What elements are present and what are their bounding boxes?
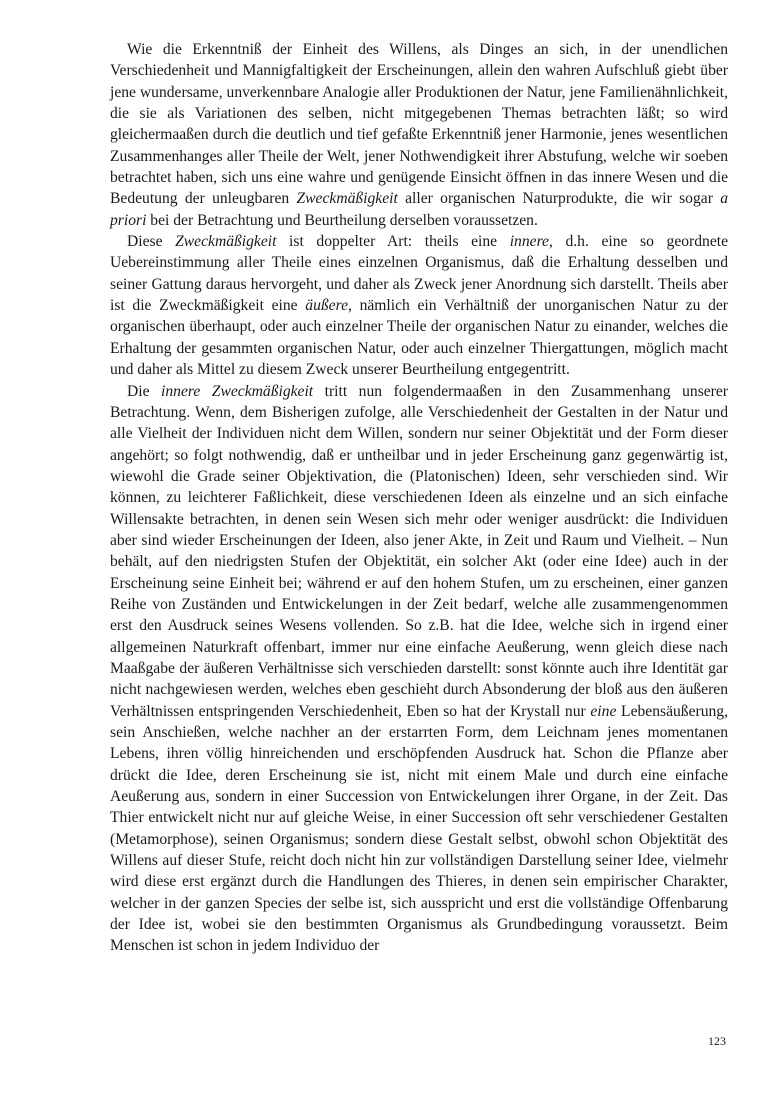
emphasis-zweckmaessigkeit: Zweckmäßigkeit bbox=[296, 190, 398, 208]
paragraph-2-text: , d.h. eine so geordnete Uebereinstimmung aller Theile eines einzelnen Organismus, daß die Erhaltung desselben und seiner Gattung daraus hervorgeht, und daher als Zweck jener Anordnung sich darstellt. Theils aber ist die Zweckmäßigkeit eine bbox=[110, 233, 728, 315]
paragraph-1-text: Wie die Erkenntniß der Einheit des Willens, als Dinges an sich, in der unendlichen Verschiedenheit und Mannigfaltigkeit der Erscheinungen, allein den wahren Aufschluß giebt über jene wundersame, unverkennbare Analogie aller Produktionen der Natur, jene Familienähnlichkeit, die sie als Variationen des selben, nicht mitgegebenen Themas betrachten läßt; so wird gleichermaaßen durch die deutlich und tief gefaßte Erkenntniß jener Harmonie, jenes wesentlichen Zusammenhanges aller Theile der Welt, jener Nothwendigkeit ihrer Abstufung, welche wir soeben betrachtet haben, sich uns eine wahre und genügende Einsicht öffnen in das innere Wesen und die Bedeutung der unleugbaren bbox=[110, 41, 728, 208]
paragraph-2-text: ist doppelter Art: theils eine bbox=[276, 233, 510, 251]
page-body bbox=[110, 39, 728, 957]
paragraph-2-text: , nämlich ein Verhältniß der unorganischen Natur zu der organischen überhaupt, oder auch einzelner Theile der organischen Natur zu einander, welches die Erhaltung der gesammten organischen Natur, oder auch einzelner Thiergattungen, möglich macht und daher als Mittel zu diesem Zweck unserer Beurtheilung entgegentritt. bbox=[110, 297, 728, 379]
emphasis-aeussere: äußere bbox=[305, 297, 348, 315]
paragraph-3-text: Lebensäußerung, sein Anschießen, welche nachher an der erstarrten Form, dem Leichnam jenes momentanen Lebens, ihren völlig hinreichenden und erschöpfenden Ausdruck hat. Schon die Pflanze aber drückt die Idee, deren Erscheinung sie ist, nicht mit einem Male und durch eine einfache Aeußerung aus, sondern in einer Succession von Entwickelungen ihrer Organe, in der Zeit. Das Thier entwickelt nicht nur auf gleiche Weise, in einer Succession oft sehr verschiedener Gestalten (Metamorphose), seinen Organismus; sondern diese Gestalt selbst, obwohl schon Objektität des Willens auf dieser Stufe, reicht doch nicht hin zur vollständigen Darstellung seiner Idee, vielmehr wird diese erst ergänzt durch die Handlungen des Thieres, in denen sein empirischer Charakter, welcher in der ganzen Species der selbe ist, sich ausspricht und erst die vollständige Offenbarung der Idee ist, wobei sie den bestimmten Organismus als Grundbedingung voraussetzt. Beim Menschen ist schon in jedem Individuo der bbox=[110, 702, 728, 955]
paragraph-1-text: aller organischen Naturprodukte, die wir sogar bbox=[397, 190, 721, 208]
emphasis-zweckmaessigkeit: Zweckmäßigkeit bbox=[175, 233, 277, 251]
paragraph-3 bbox=[110, 381, 728, 957]
emphasis-innere: innere bbox=[509, 233, 549, 251]
paragraph-3-text: tritt nun folgendermaaßen in den Zusammenhang unserer Betrachtung. Wenn, dem Bisherigen zufolge, alle Verschiedenheit der Gestalten in der Natur und alle Vielheit der Individuen nicht dem Willen, sondern nur seiner Objektität und der Form dieser angehört; so folgt nothwendig, daß er untheilbar und in jeder Erscheinung ganz gegenwärtig ist, wiewohl die Grade seiner Objektivation, die (Platonischen) Ideen, sehr verschieden sind. Wir können, zu leichterer Faßlichkeit, diese verschiedenen Ideen als einzelne und an sich einfache Willensakte betrachten, in denen sein Wesen sich mehr oder weniger ausdrückt: die Individuen aber sind wieder Erscheinungen der Ideen, also jener Akte, in Zeit und Raum und Vielheit. – Nun behält, auf den niedrigsten Stufen der Objektität, ein solcher Akt (oder eine Idee) auch in der Erscheinung seine Einheit bei; während er auf den hohem Stufen, um zu erscheinen, einer ganzen Reihe von Zuständen und Entwickelungen in der Zeit bedarf, welche alle zusammengenommen erst den Ausdruck seines Wesens vollenden. So z.B. hat die Idee, welche sich in irgend einer allgemeinen Naturkraft offenbart, immer nur eine einfache Aeußerung, wenn gleich diese nach Maaßgabe der äußeren Verhältnisse sich verschieden darstellt: sonst könnte auch ihre Identität gar nicht nachgewiesen werden, welches eben geschieht durch Absonderung der bloß aus den äußeren Verhältnissen entspringenden Verschiedenheit, Eben so hat der Krystall nur bbox=[110, 382, 728, 720]
emphasis-eine: eine bbox=[590, 702, 617, 720]
paragraph-2 bbox=[110, 231, 728, 380]
page-number: 123 bbox=[708, 1034, 726, 1048]
paragraph-1-text: bei der Betrachtung und Beurtheilung derselben voraussetzen. bbox=[146, 211, 538, 229]
paragraph-1 bbox=[110, 39, 728, 231]
emphasis-a-priori: a priori bbox=[110, 190, 728, 229]
paragraph-2-text: Diese bbox=[127, 233, 176, 251]
paragraph-3-text: Die bbox=[127, 382, 162, 400]
emphasis-innere-zweckmaessigkeit: innere Zweckmäßigkeit bbox=[161, 382, 314, 400]
